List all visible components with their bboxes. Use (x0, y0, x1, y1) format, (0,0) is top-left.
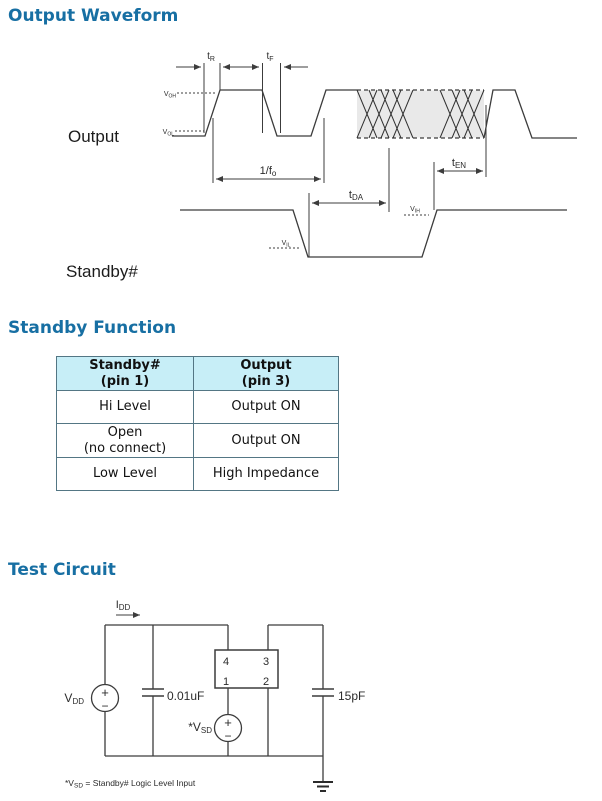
table-row (57, 458, 339, 491)
vih-label: $V_{IH}$ (410, 206, 420, 215)
header-standby-pin1 (57, 357, 194, 391)
section-title-output-waveform: Output Waveform (8, 6, 179, 26)
standby-function-table (56, 356, 339, 491)
vdd-label: VDD (64, 691, 84, 706)
circuit-wires (105, 625, 323, 782)
ground-icon (313, 782, 333, 791)
table-row (57, 391, 339, 424)
header-line1: Output (240, 357, 292, 373)
cell-standby-state: Low Level (57, 458, 194, 491)
cell-output-state: Output ON (194, 391, 339, 424)
t-rise-label: $t_R$ (207, 51, 215, 63)
voh-label: $V_{OH}$ (163, 91, 176, 100)
vsd-minus-sign: − (224, 729, 232, 743)
idd-label: IDD (115, 599, 131, 612)
t-fall-label: $t_F$ (266, 51, 274, 63)
table-header-row (57, 357, 339, 391)
load-capacitor (312, 689, 334, 696)
section-title-test-circuit: Test Circuit (8, 560, 116, 580)
vol-label: $V_{OL}$ (162, 129, 174, 138)
vdd-plus-sign: + (101, 685, 109, 700)
output-signal-label: Output (68, 127, 120, 146)
t-da-label: tDA (348, 189, 364, 202)
vsd-label: *VSD (188, 720, 212, 735)
header-line2: (pin 1) (100, 373, 150, 389)
output-signal-trace-end (484, 90, 577, 138)
pin-2-label: 2 (262, 676, 270, 688)
footnote-vsd: *VSD = Standby# Logic Level Input (65, 778, 196, 790)
one-over-fo-label: 1/fo (259, 165, 277, 178)
standby-signal-label: Standby# (66, 262, 138, 281)
vsd-plus-sign: + (224, 715, 232, 730)
standby-signal-trace (180, 210, 567, 257)
header-line2: (pin 3) (241, 373, 291, 389)
bypass-cap-label: 0.01uF (167, 689, 205, 703)
table-row (57, 424, 339, 458)
section-title-standby-function: Standby Function (8, 318, 177, 338)
t-en-label: tEN (451, 157, 467, 170)
pin-3-label: 3 (262, 656, 270, 668)
cell-output-state: High Impedance (194, 458, 339, 491)
test-circuit-diagram (64, 599, 365, 791)
bypass-capacitor (142, 689, 164, 696)
header-output-pin3 (194, 357, 339, 391)
output-waveform-diagram (66, 51, 577, 281)
cell-standby-state: Open (no connect) (57, 424, 194, 458)
pin-4-label: 4 (222, 656, 230, 668)
header-line1: Standby# (89, 357, 161, 373)
load-cap-label: 15pF (338, 689, 366, 703)
cell-output-state: Output ON (194, 424, 339, 458)
cell-standby-state: Hi Level (57, 391, 194, 424)
invalid-data-region (357, 91, 484, 138)
vil-label: $V_{IL}$ (281, 240, 291, 249)
output-signal-trace (172, 90, 357, 136)
pin-1-label: 1 (222, 676, 230, 688)
vdd-minus-sign: − (101, 699, 109, 713)
